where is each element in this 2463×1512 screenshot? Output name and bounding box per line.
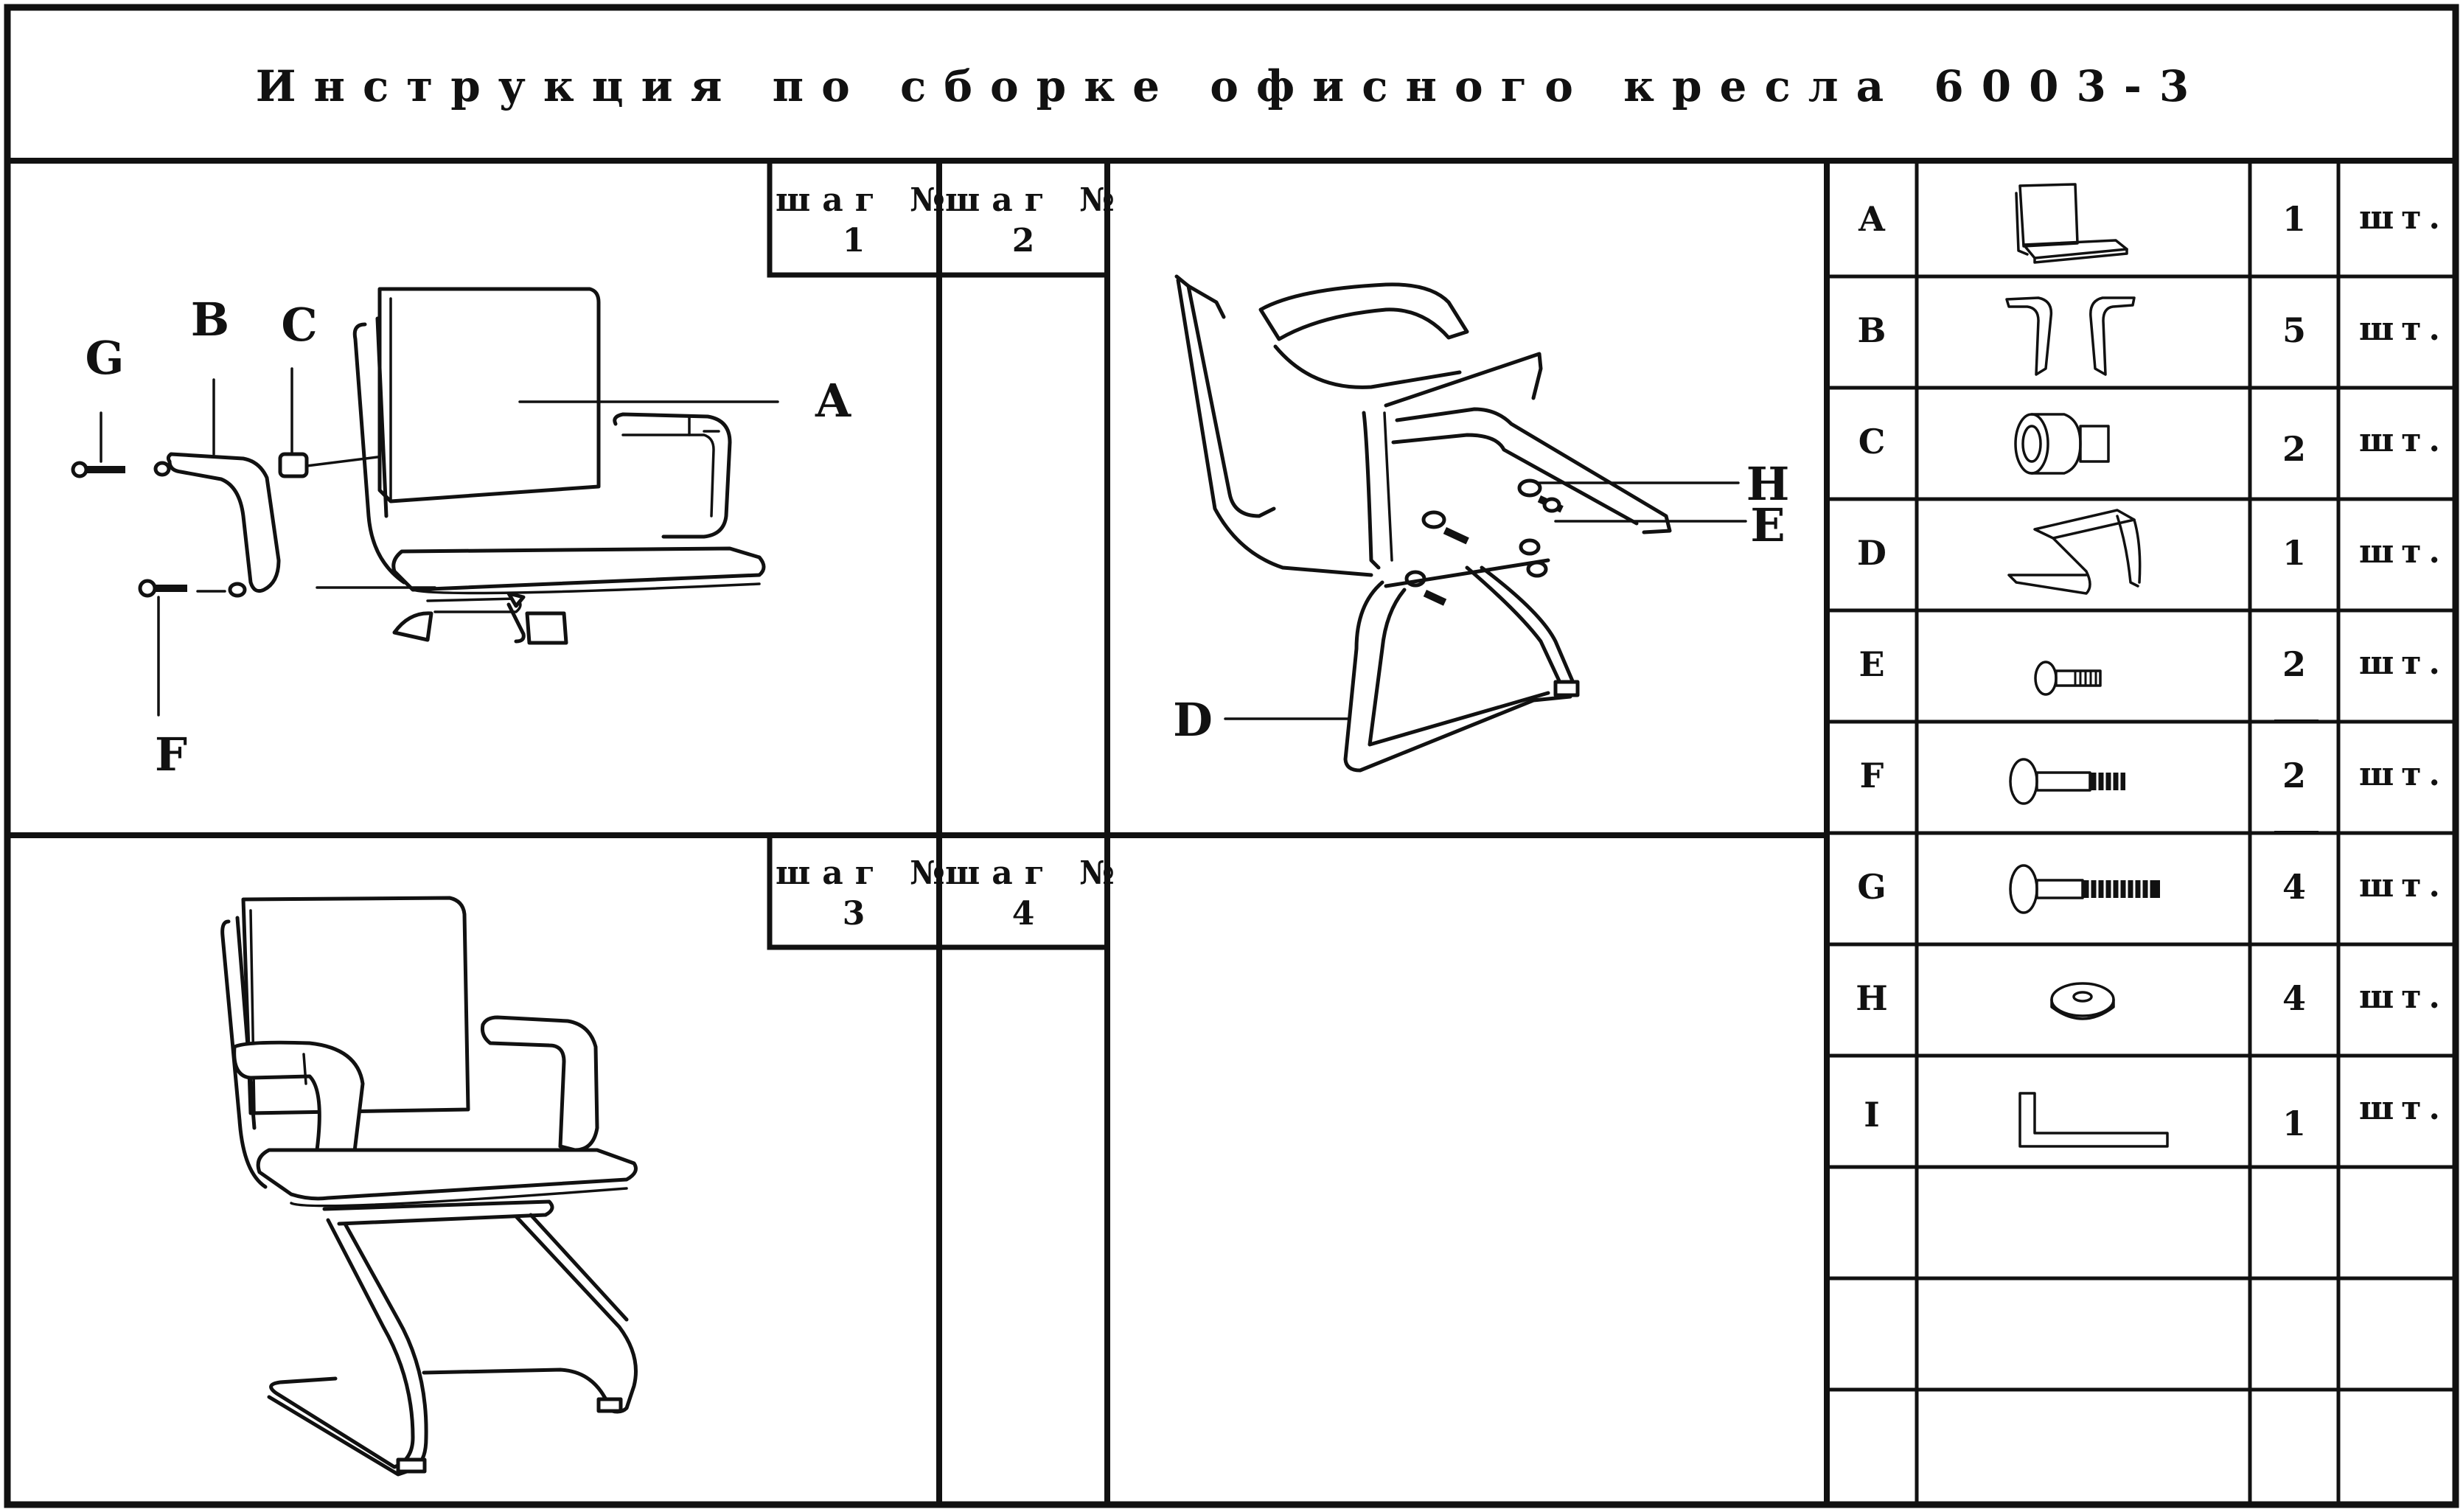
page-title: Инструкция по сборке офисного кресла 6003-3 (255, 61, 2207, 111)
parts-table (1827, 161, 2456, 1505)
part-code: F (1859, 756, 1884, 795)
step3-assembled-chair-illustration (223, 898, 636, 1474)
callout-f: F (154, 728, 188, 781)
parts-row-d (1857, 510, 2448, 593)
part-qty: 5 (2282, 310, 2307, 350)
part-unit: шт. (2359, 199, 2448, 237)
step-label-1 (776, 181, 957, 259)
part-code: G (1857, 867, 1887, 907)
part-unit: шт. (2359, 644, 2448, 682)
armrest-pair-icon (2007, 298, 2134, 374)
part-unit: шт. (2359, 422, 2448, 459)
part-code: C (1858, 422, 1886, 461)
part-code: E (1858, 644, 1885, 684)
parts-row-g (1857, 865, 2448, 913)
step-number: 2 (1011, 222, 1035, 259)
part-qty: 1 (2282, 533, 2307, 573)
washer-icon (2052, 983, 2114, 1019)
step-number: 4 (1011, 895, 1035, 933)
step-number: 3 (842, 895, 865, 933)
parts-row-h (1856, 978, 2448, 1019)
step1-chair-illustration (73, 289, 851, 781)
part-unit: шт. (2359, 867, 2448, 905)
bushing-icon (2016, 414, 2108, 473)
part-qty: 2 (2282, 644, 2307, 684)
part-code: B (1857, 310, 1887, 350)
step-word: шаг № (776, 181, 957, 219)
step-word: шаг № (945, 181, 1126, 219)
part-code: I (1864, 1095, 1880, 1135)
part-qty: 4 (2282, 978, 2307, 1018)
part-unit: шт. (2359, 533, 2448, 571)
callout-h: H (1746, 457, 1790, 511)
callout-e: E (1750, 498, 1786, 552)
callout-b: B (190, 293, 230, 346)
medium-bolt-icon (2010, 759, 2125, 804)
callout-c: C (281, 298, 318, 352)
step-number: 1 (842, 222, 865, 259)
part-qty: 1 (2282, 1104, 2307, 1143)
part-qty: 2 (2282, 429, 2307, 469)
short-bolt-icon (2035, 662, 2100, 694)
part-unit: шт. (2359, 1090, 2448, 1127)
sled-base-frame-icon (2009, 510, 2140, 593)
callout-a: A (815, 374, 851, 428)
part-qty: 2 (2282, 756, 2307, 795)
parts-row-c (1858, 414, 2448, 473)
step-label-2 (945, 181, 1126, 259)
part-qty: 4 (2282, 867, 2307, 907)
part-code: D (1857, 533, 1887, 573)
chair-seat-back-icon (2016, 184, 2127, 262)
callout-g: G (85, 331, 125, 385)
parts-row-f (1860, 756, 2448, 832)
part-qty: 1 (2282, 199, 2307, 239)
parts-row-a (1858, 184, 2448, 262)
step2-upturned-chair-illustration (1173, 276, 1789, 770)
part-unit: шт. (2359, 756, 2448, 793)
part-unit: шт. (2359, 978, 2448, 1016)
step-label-4 (945, 854, 1126, 933)
step-word: шаг № (945, 854, 1126, 892)
part-unit: шт. (2359, 310, 2448, 348)
callout-d: D (1173, 693, 1213, 747)
parts-row-b (1858, 298, 2448, 374)
parts-row-e (1858, 644, 2447, 721)
parts-row-i (1864, 1090, 2448, 1146)
long-bolt-icon (2010, 865, 2160, 913)
step-word: шаг № (776, 854, 957, 892)
part-code: A (1858, 199, 1885, 239)
hex-key-icon (2020, 1093, 2167, 1146)
part-code: H (1856, 978, 1888, 1018)
step-label-3 (776, 854, 957, 933)
